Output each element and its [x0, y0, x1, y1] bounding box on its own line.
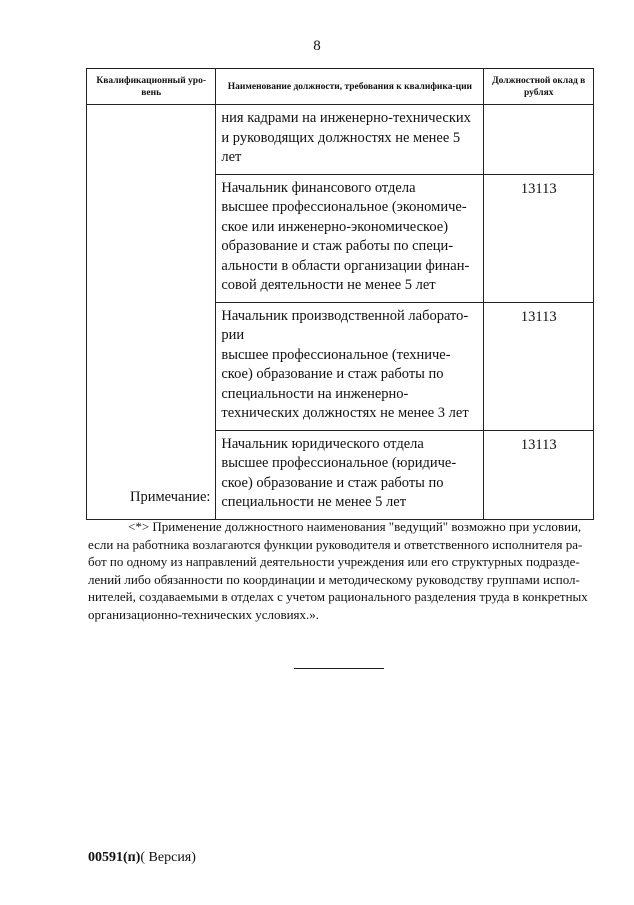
header-position-requirements: Наименование должности, требования к квалифика-ции [216, 69, 484, 105]
description-line: технических должностях не менее 3 лет [221, 405, 469, 421]
salary-cell: 13113 [484, 302, 594, 430]
note-label: Примечание: [130, 489, 211, 505]
description-line: ния кадрами на инженерно-технических [221, 110, 471, 126]
description-line: специальности не менее 5 лет [221, 494, 407, 510]
description-line: ское) образование и стаж работы по [221, 474, 444, 491]
qualification-level-cell [87, 105, 216, 520]
description-line: и руководящих должностях не менее 5 [221, 129, 461, 146]
version-label: ( Версия) [140, 850, 196, 865]
note-text [88, 518, 595, 623]
note-line: если на работника возлагаются функции руководителя и ответственного исполнителя ра- [88, 536, 583, 552]
salary-cell [484, 105, 594, 175]
table-header-row [87, 69, 594, 105]
description-line: ское или инженерно-экономическое) [221, 218, 449, 235]
page-number: 8 [313, 38, 321, 54]
note-line: организационно-технических условиях.». [88, 606, 320, 622]
note-line: бот по одному из направлений деятельности учреждения или его структурных подразде- [88, 554, 580, 569]
position-description-cell [216, 430, 484, 519]
note-line: <*> Применение должностного наименования "ведущий" возможно при условии, [128, 519, 582, 534]
description-line: высшее профессиональное (техниче- [221, 346, 451, 363]
description-line: высшее профессиональное (юридиче- [221, 455, 457, 471]
table-row [87, 105, 594, 175]
description-line: рии [221, 327, 245, 343]
document-code: 00591(п) [88, 850, 141, 865]
description-line: лет [221, 149, 242, 165]
description-line: специальности на инженерно- [221, 385, 409, 402]
salary-cell: 13113 [484, 430, 594, 519]
position-title: Начальник юридического отдела [221, 435, 424, 452]
position-description-cell [216, 302, 484, 430]
salary-cell: 13113 [484, 174, 594, 302]
note-line: нителей, создаваемыми в отделах с учетом рационального разделения труда в конкретных [88, 589, 588, 604]
closing-divider [294, 668, 384, 669]
footer [88, 850, 196, 866]
description-line: альности в области организации финан- [221, 257, 470, 274]
header-salary: Должностной оклад в рублях [484, 69, 594, 105]
description-line: образование и стаж работы по специ- [221, 238, 454, 254]
position-description-cell [216, 174, 484, 302]
header-qualification-level: Квалификационный уро-вень [87, 69, 216, 105]
position-description-cell [216, 105, 484, 175]
note-line: лений либо обязанности по координации и методическому руководству группами испол- [88, 571, 580, 587]
description-line: высшее профессиональное (экономиче- [221, 199, 467, 215]
position-title: Начальник производственной лаборато- [221, 307, 469, 324]
description-line: совой деятельности не менее 5 лет [221, 277, 436, 293]
qualification-table [86, 68, 594, 520]
description-line: ское) образование и стаж работы по [221, 366, 444, 382]
position-title: Начальник финансового отдела [221, 179, 416, 196]
